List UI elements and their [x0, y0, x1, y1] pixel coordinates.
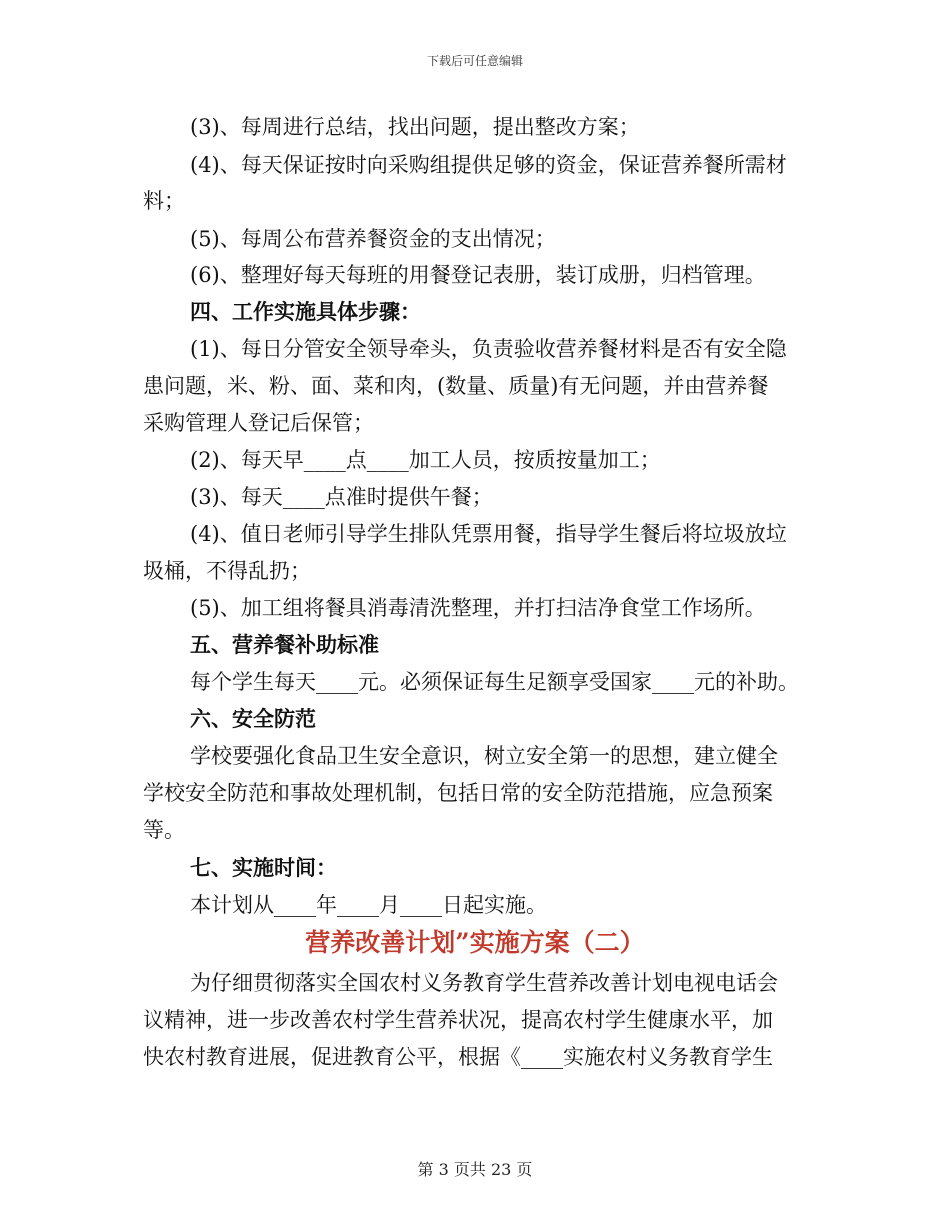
list-item-6: (6)、整理好每天每班的用餐登记表册，装订成册，归档管理。 — [190, 263, 766, 287]
header-note: 下载后可任意编辑 — [426, 54, 523, 68]
step-5: (5)、加工组将餐具消毒清洗整理，并打扫洁净食堂工作场所。 — [190, 596, 766, 620]
step-4-cont: 圾桶，不得乱扔； — [143, 559, 311, 583]
section-heading-4: 四、工作实施具体步骤： — [190, 299, 421, 324]
safety-text: 学校要强化食品卫生安全意识，树立安全第一的思想，建立健全 — [190, 744, 778, 768]
list-item-5: (5)、每周公布营养餐资金的支出情况； — [190, 227, 556, 251]
section-heading-5: 五、营养餐补助标准 — [190, 632, 379, 657]
intro-text-cont-2: 快农村教育进展，促进教育公平，根据《____实施农村义务教育学生 — [143, 1045, 773, 1069]
subsidy-text: 每个学生每天____元。必须保证每生足额享受国家____元的补助。 — [190, 670, 799, 694]
step-1: (1)、每日分管安全领导牵头，负责验收营养餐材料是否有安全隐 — [190, 337, 787, 361]
step-2: (2)、每天早____点____加工人员，按质按量加工； — [190, 448, 661, 472]
page-number: 第 3 页共 23 页 — [417, 1160, 533, 1179]
list-item-3: (3)、每周进行总结，找出问题，提出整改方案； — [190, 115, 640, 139]
intro-text-cont: 议精神，进一步改善农村学生营养状况，提高农村学生健康水平，加 — [143, 1008, 773, 1032]
section-heading-6: 六、安全防范 — [190, 706, 316, 731]
list-item-4: (4)、每天保证按时向采购组提供足够的资金，保证营养餐所需材 — [190, 153, 787, 177]
step-1-cont-2: 采购管理人登记后保管； — [143, 411, 374, 435]
safety-text-cont: 学校安全防范和事故处理机制，包括日常的安全防范措施，应急预案 — [143, 781, 773, 805]
section-title: 营养改善计划”实施方案（二） — [305, 928, 645, 957]
section-heading-7: 七、实施时间： — [190, 855, 337, 880]
implementation-time: 本计划从____年____月____日起实施。 — [190, 893, 547, 917]
intro-text: 为仔细贯彻落实全国农村义务教育学生营养改善计划电视电话会 — [190, 971, 778, 995]
step-4: (4)、值日老师引导学生排队凭票用餐，指导学生餐后将垃圾放垃 — [190, 522, 787, 546]
step-3: (3)、每天____点准时提供午餐； — [190, 485, 493, 509]
list-item-4-cont: 料； — [143, 189, 185, 213]
step-1-cont: 患问题，米、粉、面、菜和肉，(数量、质量)有无问题，并由营养餐 — [143, 374, 769, 398]
safety-text-cont-2: 等。 — [143, 818, 185, 842]
